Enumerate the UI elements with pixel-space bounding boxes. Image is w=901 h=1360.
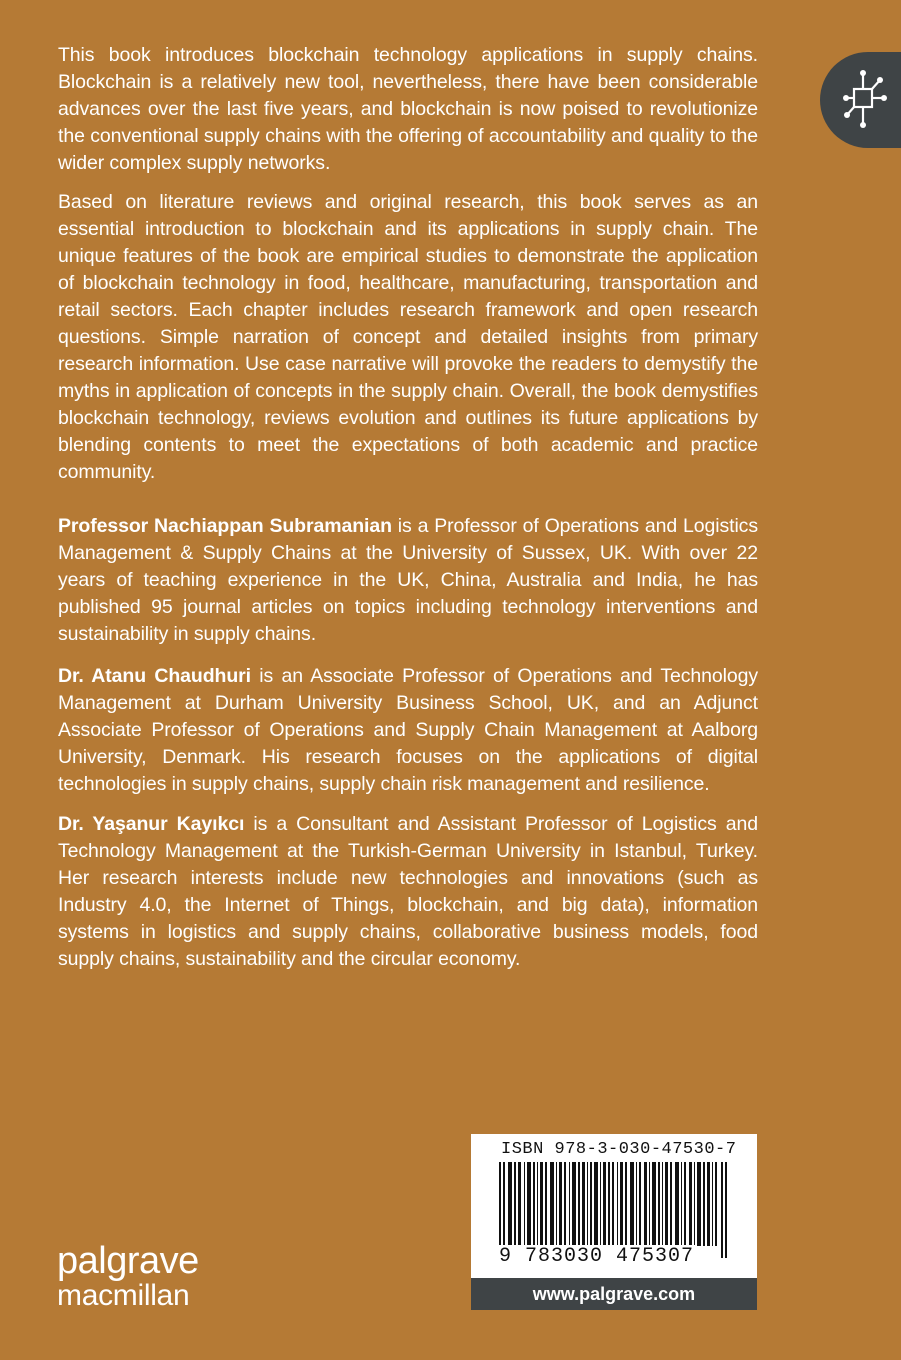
barcode-bars [499,1162,731,1258]
logo-line-2: macmillan [57,1279,190,1312]
blurb-paragraph-2 [58,189,758,486]
author-bio-text: is an Associate Professor of Operations and Technology Management at Durham University Business School, UK, and an Adjunct Associate Professor of Operations and Supply Chain Management at Aalborg University, Denmark. His research focuses on the applications of digital technologies in supply chains, supply chain risk management and resilience. [58,665,758,795]
barcode-block [471,1134,757,1310]
publisher-logo [57,1242,199,1312]
author-name: Dr. Atanu Chaudhuri [58,665,251,687]
author-bio-3 [58,811,758,973]
author-bio-1 [58,513,758,648]
author-bio-text: is a Consultant and Assistant Professor of Logistics and Technology Management at the Turkish-German University in Istanbul, Turkey. Her research interests include new technologies and innovations (such as Industry 4.0, the Internet of Things, blockchain, and big data), information systems in logistics and supply chains, collaborative business models, food supply chains, sustainability and the circular economy. [58,813,758,970]
blurb-text-1: This book introduces blockchain technology applications in supply chains. Blockchain is a relatively new tool, nevertheless, there have been considerable advances over the last five years, and blockchain is now poised to revolutionize the conventional supply chains with the offering of accountability and quality to the wider complex supply networks. [58,44,758,174]
logo-line-1: palgrave [57,1240,199,1282]
isbn-label: ISBN 978-3-030-47530-7 [501,1140,737,1159]
author-bio-text: is a Professor of Operations and Logistics Management & Supply Chains at the University of Sussex, UK. With over 22 years of teaching experience in the UK, China, Australia and India, he has published 95 journal articles on topics including technology interventions and sustainability in supply chains. [58,515,758,645]
network-node-icon [842,66,888,132]
author-name: Dr. Yaşanur Kayıkcı [58,813,245,835]
author-name: Professor Nachiappan Subramanian [58,515,392,537]
publisher-website: www.palgrave.com [471,1278,757,1310]
author-bio-2 [58,663,758,798]
blurb-paragraph-1 [58,42,758,177]
barcode-digits: 9 783030 475307 [499,1245,695,1268]
publisher-badge [820,52,901,148]
blurb-text-2: Based on literature reviews and original research, this book serves as an essential introduction to blockchain and its applications in supply chain. The unique features of the book are empirical studies to demonstrate the application of blockchain technology in food, healthcare, manufacturing, transportation and retail sectors. Each chapter includes research framework and open research questions. Simple narration of concept and detailed insights from primary research information. Use case narrative will provoke the readers to demystify the myths in application of concepts in the supply chain. Overall, the book demystifies blockchain technology, reviews evolution and outlines its future applications by blending contents to meet the expectations of both academic and practice community. [58,191,758,483]
